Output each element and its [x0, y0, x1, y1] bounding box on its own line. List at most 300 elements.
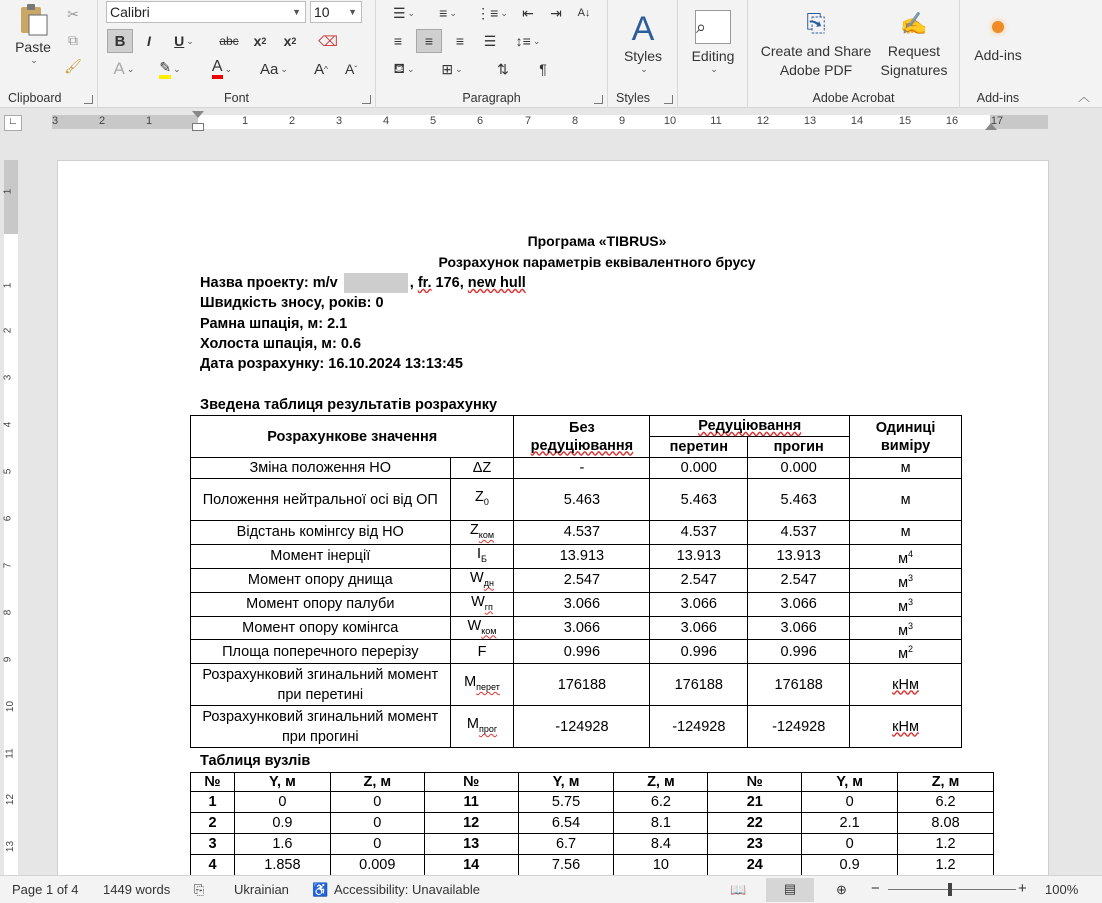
- borders-button[interactable]: ⊞ ⌄: [441, 60, 463, 77]
- align-center-button[interactable]: ≡: [416, 29, 442, 53]
- nodes-col-header: Y, м: [234, 773, 330, 792]
- tab-selector-icon[interactable]: ∟: [4, 115, 22, 131]
- value-break: [650, 458, 748, 479]
- row-name-text: Момент опору комінгса: [242, 620, 399, 636]
- value-without: [514, 706, 650, 748]
- row-name-text: Розрахунковий згинальний момент при перетині: [202, 666, 439, 703]
- value-without: [514, 544, 650, 568]
- horizontal-ruler[interactable]: [0, 109, 1102, 135]
- table-row: [191, 813, 994, 834]
- ruler-left-margin: [52, 115, 198, 129]
- chevron-down-icon: ⌄: [30, 54, 38, 65]
- node-y: 0: [802, 792, 898, 813]
- node-z: 6.2: [898, 792, 994, 813]
- value-sag-text: 2.547: [780, 572, 817, 589]
- row-unit: [850, 664, 962, 706]
- right-indent-marker[interactable]: [985, 123, 997, 130]
- symbol-subscript: ком: [478, 529, 495, 540]
- value-sag: [748, 479, 850, 521]
- node-number: 11: [424, 792, 518, 813]
- value-without: [514, 521, 650, 545]
- value-break: [650, 568, 748, 592]
- node-y: 0: [234, 792, 330, 813]
- row-unit: [850, 544, 962, 568]
- clear-formatting-icon[interactable]: ⌫: [318, 32, 338, 49]
- ruler-number: 10: [5, 700, 17, 713]
- table-row: [191, 855, 994, 876]
- paragraph-label: Paragraph: [462, 91, 521, 105]
- node-y: 6.7: [518, 834, 614, 855]
- row-unit-text: м: [898, 622, 909, 639]
- ruler-number: 8: [571, 115, 579, 127]
- node-number: 3: [191, 834, 235, 855]
- copy-icon[interactable]: ⧉: [68, 31, 78, 48]
- row-unit: [850, 592, 962, 616]
- col-calc-value: Розрахункове значення: [191, 416, 514, 458]
- value-without-text: 176188: [557, 676, 607, 693]
- font-family-select[interactable]: [106, 1, 306, 23]
- italic-button[interactable]: I: [147, 33, 151, 49]
- grow-font-button[interactable]: A ^: [314, 60, 328, 78]
- row-symbol: [450, 521, 514, 545]
- paste-label: Paste: [15, 38, 51, 55]
- font-group: [98, 0, 376, 108]
- language[interactable]: Ukrainian: [234, 882, 289, 897]
- row-unit-text: м: [900, 524, 911, 541]
- value-break-text: -124928: [672, 718, 726, 735]
- sort-button[interactable]: A↓: [577, 7, 591, 19]
- row-unit: [850, 479, 962, 521]
- table-row: [191, 592, 962, 616]
- word-count[interactable]: 1449 words: [103, 882, 171, 897]
- node-z: 8.4: [614, 834, 708, 855]
- value-break-text: 4.537: [680, 524, 717, 541]
- zoom-slider-thumb[interactable]: [948, 883, 952, 896]
- row-name-text: Площа поперечного перерізу: [222, 643, 419, 660]
- value-without: [514, 616, 650, 640]
- value-break: [650, 544, 748, 568]
- ruler-number: 7: [524, 115, 532, 127]
- ruler-number: 1: [2, 282, 14, 289]
- value-sag: [748, 568, 850, 592]
- row-unit: [850, 568, 962, 592]
- row-unit-text: кНм: [892, 718, 919, 735]
- row-name: [191, 458, 451, 479]
- row-symbol-text: Z: [469, 522, 479, 538]
- row-symbol-text: F: [477, 643, 487, 660]
- calc-date-line: Дата розрахунку: 16.10.2024 13:13:45: [200, 356, 463, 372]
- row-name-text: Відстань комінгсу від НО: [236, 524, 404, 541]
- doc-title-program: Програма «TIBRUS»: [527, 233, 667, 249]
- value-without-text: -: [579, 460, 585, 476]
- row-symbol: [450, 479, 514, 521]
- results-table: [190, 415, 962, 748]
- project-prefix: Назва проекту: m/v: [200, 274, 342, 291]
- value-sag-text: 3.066: [780, 620, 817, 636]
- project-mid: 176,: [431, 274, 468, 291]
- addins-button-label: Add-ins: [974, 47, 1022, 63]
- row-name: [191, 592, 451, 616]
- unit-superscript: 2: [908, 644, 914, 655]
- ruler-number: 2: [2, 327, 14, 334]
- node-y: 2.1: [802, 813, 898, 834]
- ruler-number: 3: [335, 115, 343, 127]
- decrease-indent-button[interactable]: ⇤: [522, 4, 534, 21]
- value-without: [514, 458, 650, 479]
- node-z: 8.08: [898, 813, 994, 834]
- project-fr: fr.: [417, 274, 432, 291]
- zoom-level[interactable]: 100%: [1045, 882, 1079, 897]
- value-break-text: 2.547: [680, 572, 717, 589]
- node-y: 6.54: [518, 813, 614, 834]
- proofing-icon[interactable]: ⎘: [194, 882, 205, 897]
- numbering-button[interactable]: ≡ ⌄: [439, 5, 457, 21]
- create-pdf-line1: Create and Share: [760, 43, 872, 59]
- value-break: [650, 521, 748, 545]
- acrobat-label: Adobe Acrobat: [812, 91, 895, 105]
- accessibility-icon[interactable]: ♿: [312, 882, 329, 897]
- justify-button[interactable]: ☰: [483, 32, 497, 49]
- without-label-1: Без: [569, 419, 595, 436]
- highlight-button[interactable]: ✎ ⌄: [150, 57, 190, 81]
- request-line2: Signatures: [880, 62, 948, 78]
- styles-button[interactable]: [614, 2, 672, 82]
- row-symbol-text: M: [464, 674, 477, 691]
- font-color-icon: A: [212, 59, 223, 79]
- node-z: 8.1: [614, 813, 708, 834]
- font-size-select[interactable]: [310, 1, 362, 23]
- line-spacing-button[interactable]: ↕≡ ⌄: [515, 33, 541, 49]
- row-unit: [850, 521, 962, 545]
- nodes-col-header: Z, м: [614, 773, 708, 792]
- symbol-subscript: Б: [481, 553, 487, 564]
- search-icon: ⌕: [695, 10, 731, 44]
- row-name-text: Момент опору днища: [247, 572, 393, 589]
- ruler-number: 11: [4, 748, 16, 759]
- value-sag: [748, 521, 850, 545]
- value-break-text: 5.463: [680, 491, 717, 508]
- collapse-ribbon-icon[interactable]: ︿: [1077, 89, 1090, 104]
- node-z: 1.2: [898, 855, 994, 876]
- subscript-button[interactable]: x 2: [253, 33, 267, 49]
- ruler-number: 13: [803, 115, 817, 127]
- web-layout-icon[interactable]: ⊕: [836, 882, 847, 897]
- text-direction-button[interactable]: ⇅: [497, 60, 509, 77]
- node-z: 10: [614, 855, 708, 876]
- row-symbol: [450, 592, 514, 616]
- cut-icon[interactable]: ✂: [67, 5, 79, 22]
- value-without-text: 4.537: [563, 524, 601, 541]
- shading-button[interactable]: ⛾ ⌄: [393, 59, 415, 76]
- read-mode-icon[interactable]: 📖: [730, 882, 747, 897]
- underline-button[interactable]: U ⌄: [174, 33, 194, 49]
- row-unit: [850, 706, 962, 748]
- table-row: [191, 640, 962, 664]
- row-symbol: [450, 616, 514, 640]
- node-number: 14: [424, 855, 518, 876]
- row-symbol: [450, 664, 514, 706]
- row-name-text: Момент опору палуби: [246, 596, 395, 613]
- symbol-subscript: 0: [483, 496, 489, 507]
- styles-label: Styles: [616, 91, 651, 105]
- row-unit: [850, 616, 962, 640]
- row-name-text: Положення нейтральної осі від ОП: [202, 491, 438, 508]
- font-family-value: Calibri: [110, 4, 150, 20]
- addins-button[interactable]: [964, 2, 1032, 72]
- ruler-number: 2: [288, 115, 296, 127]
- ruler-number: 1: [2, 188, 14, 195]
- node-z: 0: [330, 813, 424, 834]
- left-indent-marker[interactable]: [192, 111, 204, 118]
- value-sag: [748, 616, 850, 640]
- table-row: [191, 544, 962, 568]
- font-color-button[interactable]: A ⌄: [202, 57, 242, 81]
- superscript-button[interactable]: x 2: [283, 33, 297, 49]
- strikethrough-button[interactable]: abc: [219, 34, 239, 48]
- ruler-number: 11: [710, 115, 722, 127]
- clipboard-launcher-icon[interactable]: [84, 95, 93, 104]
- row-symbol-text: I: [477, 545, 482, 562]
- row-name: [191, 568, 451, 592]
- row-name-text: Розрахунковий згинальний момент при прогині: [202, 708, 439, 745]
- value-break-text: 13.913: [676, 548, 721, 565]
- table-row: [191, 616, 962, 640]
- align-right-button[interactable]: ≡: [455, 33, 465, 49]
- print-layout-icon[interactable]: ▤: [766, 878, 814, 902]
- styles-group: [608, 0, 678, 108]
- units-label-1: Одиниці: [875, 419, 936, 436]
- node-y: 1.6: [234, 834, 330, 855]
- node-number: 23: [708, 834, 802, 855]
- row-symbol: [450, 568, 514, 592]
- project-new-hull: new hull: [467, 274, 526, 291]
- value-without: [514, 664, 650, 706]
- row-symbol-text: W: [467, 617, 482, 634]
- row-unit-text: м: [900, 491, 911, 508]
- value-break: [650, 706, 748, 748]
- value-without-text: 5.463: [563, 491, 601, 508]
- bold-button[interactable]: B: [107, 29, 133, 53]
- highlighter-icon: ✎: [159, 59, 171, 79]
- create-share-pdf-button[interactable]: [754, 2, 878, 84]
- row-unit: [850, 458, 962, 479]
- row-symbol-text: W: [470, 569, 484, 586]
- ruler-number: 2: [98, 115, 106, 127]
- row-unit-text: м: [898, 646, 909, 663]
- node-z: 0: [330, 792, 424, 813]
- value-sag-text: 4.537: [780, 524, 817, 541]
- ruler-number: 4: [2, 421, 14, 428]
- ruler-number: 12: [756, 115, 770, 127]
- idle-spacing-line: Холоста шпація, м: 0.6: [200, 336, 362, 352]
- document-page[interactable]: [57, 160, 1049, 880]
- value-sag-text: 176188: [774, 676, 823, 693]
- row-name: [191, 640, 451, 664]
- chevron-down-icon: ⌄: [640, 63, 648, 74]
- change-case-label: Aa: [260, 60, 279, 78]
- node-y: 7.56: [518, 855, 614, 876]
- value-without-text: 2.547: [563, 572, 601, 589]
- value-without-text: 13.913: [559, 548, 605, 565]
- row-unit: [850, 640, 962, 664]
- value-break: [650, 592, 748, 616]
- ruler-number: 15: [898, 115, 912, 127]
- value-without-text: -124928: [555, 718, 609, 735]
- ruler-number: 13: [5, 840, 17, 853]
- value-break-text: 176188: [674, 676, 723, 693]
- paste-button[interactable]: [6, 2, 60, 66]
- row-unit-text: м: [898, 550, 909, 567]
- zoom-slider-track[interactable]: [888, 889, 1016, 890]
- value-without-text: 0.996: [563, 643, 601, 660]
- pdf-share-icon: ⎘: [806, 10, 826, 37]
- unit-superscript: 3: [908, 620, 914, 631]
- row-name: [191, 706, 451, 748]
- create-pdf-line2: Adobe PDF: [779, 62, 853, 78]
- vruler-top-margin: [4, 160, 18, 234]
- col-break: перетин: [650, 437, 748, 458]
- table-row: [191, 458, 962, 479]
- value-sag: [748, 592, 850, 616]
- hanging-indent-marker[interactable]: [192, 123, 204, 131]
- table-row: [191, 664, 962, 706]
- addins-icon: [992, 21, 1004, 33]
- symbol-subscript: дн: [483, 577, 494, 588]
- nodes-col-header: Z, м: [898, 773, 994, 792]
- without-label-2: редуціювання: [530, 437, 634, 454]
- row-symbol-text: ΔZ: [472, 460, 492, 476]
- node-z: 1.2: [898, 834, 994, 855]
- ruler-number: 6: [476, 115, 484, 127]
- node-z: 6.2: [614, 792, 708, 813]
- editing-button[interactable]: [682, 2, 744, 82]
- zoom-out-icon[interactable]: −: [871, 880, 880, 897]
- value-sag-text: 5.463: [780, 491, 817, 508]
- value-sag: [748, 458, 850, 479]
- styles-icon: A: [631, 9, 655, 48]
- change-case-button[interactable]: Aa ⌄: [260, 60, 288, 78]
- ruler-number: 1: [241, 115, 249, 127]
- addins-label: Add-ins: [976, 91, 1020, 105]
- ruler-number: 14: [850, 115, 864, 127]
- table-row: [191, 521, 962, 545]
- table-row: [191, 792, 994, 813]
- symbol-subscript: перет: [476, 682, 500, 693]
- value-sag: [748, 640, 850, 664]
- request-signatures-button[interactable]: [874, 2, 954, 84]
- symbol-subscript: ком: [481, 625, 497, 636]
- font-launcher-icon[interactable]: [362, 95, 371, 104]
- row-symbol: [450, 706, 514, 748]
- row-symbol-text: M: [466, 716, 479, 733]
- value-sag: [748, 706, 850, 748]
- nodes-col-header: Y, м: [518, 773, 614, 792]
- format-painter-icon[interactable]: 🖌: [64, 57, 82, 74]
- project-sep: ,: [409, 274, 418, 291]
- table1-title: Зведена таблиця результатів розрахунку: [200, 397, 498, 413]
- value-break-text: 3.066: [680, 620, 717, 636]
- row-name-text: Момент інерції: [270, 548, 371, 565]
- col-without-reduction: [514, 416, 650, 458]
- bullets-button[interactable]: ☰ ⌄: [392, 4, 416, 21]
- font-label: Font: [223, 91, 249, 105]
- ruler-number: 10: [663, 115, 677, 127]
- editing-group: [678, 0, 748, 108]
- value-sag-text: 0.000: [780, 460, 817, 476]
- chevron-down-icon: ▼: [348, 7, 357, 17]
- ruler-number: 5: [429, 115, 437, 127]
- node-y: 1.858: [234, 855, 330, 876]
- node-y: 0.9: [234, 813, 330, 834]
- table-row: [191, 706, 962, 748]
- shrink-font-button[interactable]: A ˇ: [344, 61, 357, 77]
- value-without-text: 3.066: [563, 620, 601, 636]
- ruler-number: 7: [2, 562, 14, 569]
- nodes-col-header: Z, м: [330, 773, 424, 792]
- chevron-down-icon: ▼: [292, 7, 301, 17]
- signature-icon: ✍: [900, 11, 928, 36]
- wear-rate-line: Швидкість зносу, років: 0: [200, 295, 384, 311]
- nodes-col-header: №: [708, 773, 802, 792]
- acrobat-group: [748, 0, 960, 108]
- ruler-number: 8: [2, 609, 14, 616]
- project-name-line: [200, 273, 526, 293]
- accessibility-status[interactable]: Accessibility: Unavailable: [334, 882, 480, 897]
- row-symbol-text: Z: [475, 489, 484, 506]
- styles-launcher-icon[interactable]: [664, 95, 673, 104]
- table2-title: Таблиця вузлів: [200, 753, 311, 769]
- font-size-value: 10: [314, 4, 330, 20]
- row-symbol: [450, 544, 514, 568]
- symbol-subscript: гп: [484, 601, 493, 612]
- nodes-col-header: №: [424, 773, 518, 792]
- value-break-text: 3.066: [680, 596, 717, 613]
- ruler-number: 9: [618, 115, 626, 127]
- row-name: [191, 521, 451, 545]
- node-number: 22: [708, 813, 802, 834]
- zoom-in-icon[interactable]: +: [1018, 880, 1027, 897]
- ruler-number: 4: [382, 115, 390, 127]
- value-break: [650, 664, 748, 706]
- ruler-number: 5: [2, 468, 14, 475]
- page-count[interactable]: Page 1 of 4: [12, 882, 79, 897]
- row-name: [191, 664, 451, 706]
- increase-indent-button[interactable]: ⇥: [550, 4, 562, 21]
- ribbon: [0, 0, 1102, 108]
- styles-button-label: Styles: [623, 47, 663, 64]
- row-unit-text: м: [900, 460, 911, 476]
- row-unit-text: м: [898, 574, 909, 591]
- row-symbol: [450, 458, 514, 479]
- text-effects-button[interactable]: A ⌄: [113, 59, 135, 78]
- value-break: [650, 479, 748, 521]
- paragraph-launcher-icon[interactable]: [594, 95, 603, 104]
- value-without: [514, 568, 650, 592]
- vertical-ruler[interactable]: [0, 160, 22, 875]
- row-name: [191, 616, 451, 640]
- col-sag: прогин: [748, 437, 850, 458]
- node-number: 21: [708, 792, 802, 813]
- value-without-text: 3.066: [563, 596, 601, 613]
- multilevel-list-button[interactable]: ⋮≡ ⌄: [476, 4, 508, 21]
- row-symbol: [450, 640, 514, 664]
- value-without: [514, 592, 650, 616]
- redacted-block: [344, 273, 408, 293]
- align-left-button[interactable]: ≡: [393, 33, 403, 49]
- show-formatting-icon[interactable]: ¶: [539, 61, 547, 77]
- value-sag-text: -124928: [772, 718, 826, 735]
- node-z: 0: [330, 834, 424, 855]
